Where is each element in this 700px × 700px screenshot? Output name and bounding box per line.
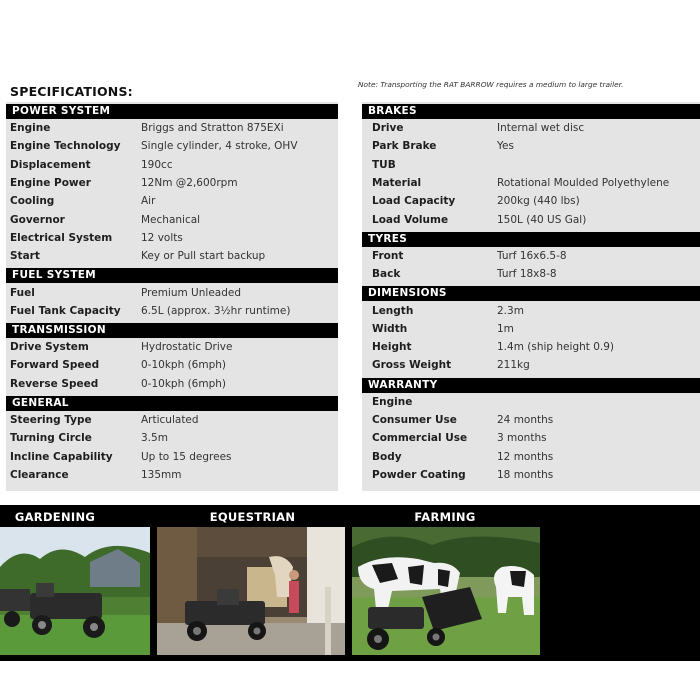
spec-row (362, 174, 700, 192)
spec-label: Gross Weight (372, 359, 452, 372)
spec-title: SPECIFICATIONS: (10, 84, 133, 99)
spec-panel-left (6, 102, 338, 491)
spec-row (362, 265, 700, 283)
spec-value: 1m (497, 322, 514, 335)
spec-value: Key or Pull start backup (141, 250, 266, 263)
spec-value: Premium Unleaded (141, 286, 242, 299)
spec-value: 6.5L (approx. 3½hr runtime) (141, 304, 291, 317)
spec-label: Governor (10, 213, 65, 226)
spec-value: 12 months (497, 450, 554, 463)
spec-label: Turning Circle (10, 432, 92, 445)
spec-row (6, 356, 338, 374)
spec-row (362, 210, 700, 228)
spec-value: 135mm (141, 468, 182, 481)
spec-row (362, 119, 700, 137)
spec-row (362, 192, 700, 210)
spec-value: 18 months (497, 468, 554, 481)
spec-row (6, 247, 338, 265)
usage-gallery (0, 505, 700, 661)
spec-value: Single cylinder, 4 stroke, OHV (141, 140, 298, 153)
spec-row (362, 156, 700, 174)
spec-label: Commercial Use (372, 432, 468, 445)
spec-value: 12Nm @2,600rpm (141, 177, 238, 190)
spec-label: Engine (10, 122, 51, 135)
spec-value: 190cc (141, 158, 173, 171)
spec-label: Park Brake (372, 140, 437, 153)
spec-row (6, 375, 338, 393)
spec-label: Load Capacity (372, 195, 456, 208)
spec-row (6, 192, 338, 210)
spec-label: Engine Technology (10, 140, 121, 153)
spec-label: Clearance (10, 468, 69, 481)
farming-photo (352, 527, 540, 655)
spec-label: Height (372, 341, 412, 354)
spec-row (6, 411, 338, 429)
spec-row (6, 338, 338, 356)
spec-label: Length (372, 304, 414, 317)
spec-value: 3 months (497, 432, 547, 445)
spec-label: Fuel Tank Capacity (10, 304, 121, 317)
spec-label: Electrical System (10, 231, 113, 244)
spec-row (6, 174, 338, 192)
spec-value: 2.3m (497, 304, 524, 317)
spec-label: Fuel (10, 286, 35, 299)
spec-row (6, 210, 338, 228)
spec-row (6, 466, 338, 484)
spec-value: 24 months (497, 414, 554, 426)
gardening-photo (0, 527, 150, 655)
spec-label: Engine (372, 395, 413, 408)
spec-row (6, 302, 338, 320)
section-header-dimensions: DIMENSIONS (362, 286, 700, 301)
spec-row (362, 320, 700, 338)
spec-value: Internal wet disc (497, 122, 585, 135)
spec-panel-right (362, 102, 700, 491)
spec-row (362, 247, 700, 265)
spec-label: Steering Type (10, 414, 92, 426)
spec-value: Articulated (141, 414, 199, 426)
spec-value: Turf 16x6.5-8 (497, 249, 567, 262)
section-header-tyres: TYRES (362, 232, 700, 247)
spec-label: Body (372, 450, 402, 463)
spec-label: TUB (372, 158, 396, 171)
spec-row (362, 137, 700, 155)
spec-value: Hydrostatic Drive (141, 341, 233, 354)
spec-label: Material (372, 177, 422, 190)
spec-value: Air (141, 195, 156, 208)
spec-row (6, 156, 338, 174)
spec-value: Rotational Moulded Polyethylene (497, 177, 670, 190)
spec-value: Up to 15 degrees (141, 450, 232, 463)
spec-value: Briggs and Stratton 875EXi (141, 122, 284, 135)
section-header-power-system: POWER SYSTEM (6, 104, 338, 119)
spec-label: Reverse Speed (10, 377, 99, 390)
section-header-warranty: WARRANTY (362, 378, 700, 393)
section-header-fuel-system: FUEL SYSTEM (6, 268, 338, 283)
spec-label: Width (372, 322, 408, 335)
section-header-brakes: BRAKES (362, 104, 700, 119)
spec-value: 0-10kph (6mph) (141, 377, 226, 390)
spec-value: 211kg (497, 359, 530, 372)
spec-label: Powder Coating (372, 468, 466, 481)
spec-row (6, 283, 338, 301)
spec-label: Displacement (10, 158, 91, 171)
spec-label: Back (372, 268, 401, 281)
spec-label: Drive (372, 122, 404, 135)
trailer-note: Note: Transporting the RAT BARROW requires a medium to large trailer. (358, 80, 624, 89)
spec-row (362, 393, 700, 411)
spec-label: Engine Power (10, 177, 91, 190)
spec-value: 12 volts (141, 231, 183, 244)
spec-value: 200kg (440 lbs) (497, 195, 580, 208)
spec-label: Start (10, 250, 40, 263)
spec-value: Turf 18x8-8 (497, 268, 557, 281)
spec-row (6, 429, 338, 447)
spec-row (362, 411, 700, 429)
spec-row (6, 229, 338, 247)
equestrian-photo (157, 527, 345, 655)
gallery-label-equestrian: EQUESTRIAN (209, 510, 296, 524)
spec-label: Forward Speed (10, 359, 100, 372)
spec-value: 3.5m (141, 432, 168, 445)
spec-value: 0-10kph (6mph) (141, 359, 226, 372)
spec-row (362, 338, 700, 356)
spec-label: Load Volume (372, 213, 449, 226)
spec-value: Yes (497, 140, 514, 153)
spec-value: 1.4m (ship height 0.9) (497, 341, 615, 354)
spec-row (6, 119, 338, 137)
spec-row (362, 466, 700, 484)
section-header-general: GENERAL (6, 396, 338, 411)
spec-label: Cooling (10, 195, 55, 208)
spec-value: Mechanical (141, 213, 201, 226)
spec-label: Front (372, 249, 404, 262)
spec-row (362, 429, 700, 447)
spec-row (362, 356, 700, 374)
spec-value: 150L (40 US Gal) (497, 213, 587, 226)
section-header-transmission: TRANSMISSION (6, 323, 338, 338)
gallery-label-farming: FARMING (414, 510, 476, 524)
spec-row (6, 447, 338, 465)
spec-row (6, 137, 338, 155)
spec-row (362, 301, 700, 319)
spec-label: Incline Capability (10, 450, 113, 463)
spec-row (362, 447, 700, 465)
gallery-label-gardening: GARDENING (14, 510, 96, 524)
spec-label: Consumer Use (372, 414, 457, 426)
spec-label: Drive System (10, 341, 89, 354)
